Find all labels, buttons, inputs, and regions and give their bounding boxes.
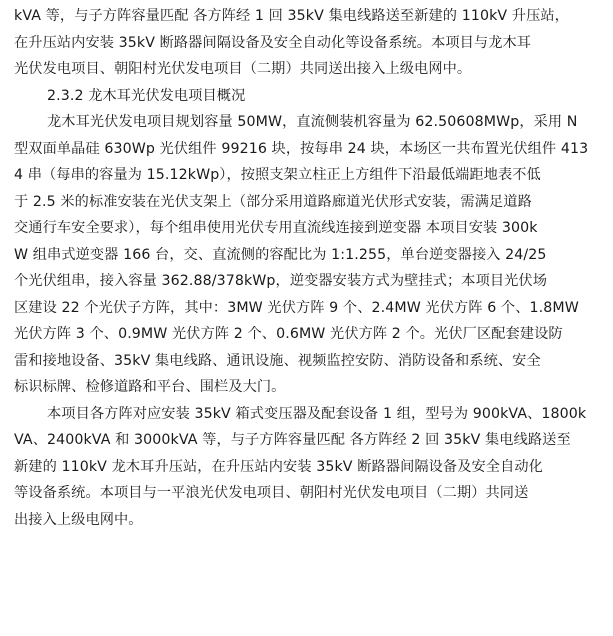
text-line: 型双面单晶硅 630Wp 光伏组件 99216 块，按每串 24 块，本场区一共布置光伏组件 413: [14, 140, 589, 157]
text-line: 于 2.5 米的标准安装在光伏支架上（部分采用道路廊道光伏形式安装，需满足道路: [14, 193, 532, 210]
text-line: 光伏方阵 3 个、0.9MW 光伏方阵 2 个、0.6MW 光伏方阵 2 个。光伏厂区配套建设防: [14, 326, 563, 342]
section-heading: 2.3.2 龙木耳光伏发电项目概况: [47, 87, 246, 104]
text-line: 出接入上级电网中。: [14, 511, 143, 528]
text-line: 4 串（每串的容量为 15.12kWp），按照支架立柱正上方组件下沿最低端距地表不低: [14, 167, 541, 183]
document-page: [14, 3, 606, 533]
text-line: 在升压站内安装 35kV 断路器间隔设备及安全自动化等设备系统。本项目与龙木耳: [14, 34, 532, 51]
text-line: 个光伏组串，接入容量 362.88/378kWp，逆变器安装方式为壁挂式；本项目光伏场: [14, 273, 548, 289]
text-line: 雷和接地设备、35kV 集电线路、通讯设施、视频监控安防、消防设备和系统、安全: [14, 352, 541, 369]
text-line: 标识标牌、检修道路和平台、围栏及大门。: [14, 379, 286, 395]
text-line: 本项目各方阵对应安装 35kV 箱式变压器及配套设备 1 组，型号为 900kVA、1800k: [47, 405, 587, 422]
text-line: kVA 等，与子方阵容量匹配 各方阵经 1 回 35kV 集电线路送至新建的 110kV 升压站，: [14, 8, 569, 24]
text-line: 光伏发电项目、朝阳村光伏发电项目（二期）共同送出接入上级电网中。: [14, 61, 472, 77]
text-line: 交通行车安全要求），每个组串使用光伏专用直流线连接到逆变器 本项目安装 300k: [14, 220, 538, 236]
text-line: W 组串式逆变器 166 台，交、直流侧的容配比为 1:1.255，单台逆变器接入 24/25: [14, 246, 547, 263]
text-line: 龙木耳光伏发电项目规划容量 50MW，直流侧装机容量为 62.50608MWp，采用 N: [47, 114, 578, 130]
text-line: 新建的 110kV 龙木耳升压站，在升压站内安装 35kV 断路器间隔设备及安全自动化: [14, 458, 543, 475]
text-line: VA、2400kVA 和 3000kVA 等，与子方阵容量匹配 各方阵经 2 回 35kV 集电线路送至: [14, 432, 571, 448]
text-line: 等设备系统。本项目与一平浪光伏发电项目、朝阳村光伏发电项目（二期）共同送: [14, 485, 529, 501]
text-line: 区建设 22 个光伏子方阵，其中：3MW 光伏方阵 9 个、2.4MW 光伏方阵 6 个、1.8MW: [14, 299, 579, 316]
